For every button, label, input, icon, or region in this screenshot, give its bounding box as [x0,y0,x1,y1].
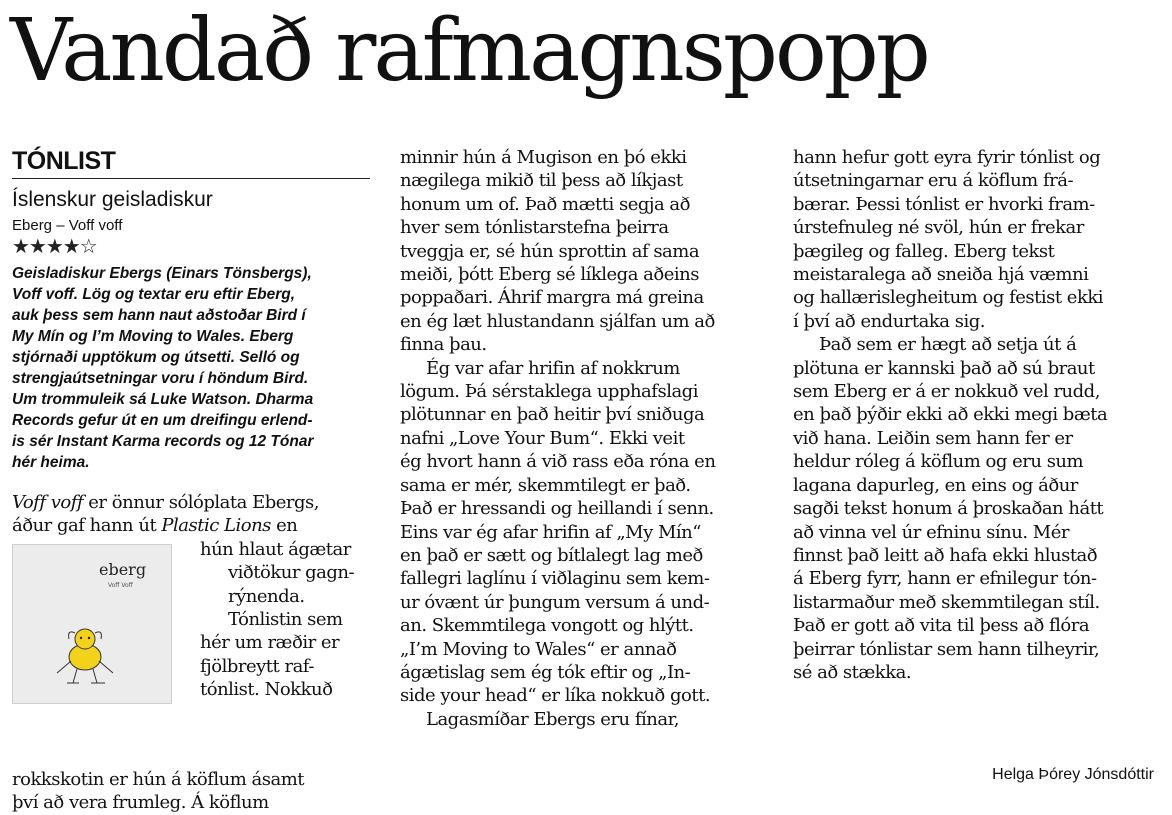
text-line: þeirrar tónlistar sem hann tilheyrir, [793,638,1100,660]
text-line: að vinna vel úr efninu sínu. Mér [793,521,1069,543]
column-1-tail [12,768,370,815]
section-label: TÓNLIST [12,146,370,179]
text-line: minnir hún á Mugison en þó ekki [400,147,687,168]
text-line: Records gefur út en um dreifingu erlend- [12,412,313,429]
text-line: ur óvænt úr þungum versum á und- [400,591,710,613]
text-line: listarmaður með skemmtilegan stíl. [793,591,1100,613]
text-line: þægileg og falleg. Eberg tekst [793,240,1055,262]
text-line: Um trommuleik sá Luke Watson. Dharma [12,391,314,408]
text-line: og hallærislegheitum og festist ekki [793,287,1104,309]
album-line: Eberg – Voff voff [12,217,123,234]
text-line: en það er sætt og bítlalegt lag með [400,544,703,566]
text-line: rokkskotin er hún á köflum ásamt [12,768,305,790]
text-line: hver sem tónlistarstefna þeirra [400,217,669,239]
text-line: lögum. Þá sérstaklega upphafslagi [400,381,698,403]
text-line: side your head“ er líka nokkuð gott. [400,685,711,707]
intro-line-2: áður gaf hann út Plastic Lions en [12,515,298,537]
text-line: an. Skemmtilega vongott og hlýtt. [400,615,694,637]
text-line: ég hvort hann á við rass eða róna en [400,451,716,473]
text-line: viðtökur gagn- [228,562,355,584]
text-line: hann hefur gott eyra fyrir tónlist og [793,147,1101,168]
text-line: á Eberg fyrr, hann er efnilegur tón- [793,568,1097,590]
cover-artist-text: eberg [99,559,147,579]
text-line: heldur róleg á köflum og eru sum [793,451,1084,473]
text-line: strengjaútsetningar voru í höndum Bird. [12,370,309,387]
text-line: við hana. Leiðin sem hann fer er [793,427,1073,449]
text-line: „I’m Moving to Wales“ er annað [400,638,677,660]
cover-wrap-area [12,538,370,768]
text-line: Eins var ég afar hrifin af „My Mín“ [400,521,701,543]
text-line: Voff voff. Lög og textar eru eftir Eberg, [12,286,296,303]
text-line: Það er gott að vita til þess að flóra [793,615,1090,637]
text-line: finnst það leitt að hafa ekki hlustað [793,544,1098,566]
text-line: en ég læt hlustandann sjálfan um að [400,310,715,332]
text-line: Það sem er hægt að setja út á [819,334,1077,356]
text-line: nafni „Love Your Bum“. Ekki veit [400,427,685,449]
text-line: Tónlistin sem [228,609,343,631]
text-line: poppaðari. Áhrif margra má greina [400,287,704,309]
cover-wrap-text [200,538,372,702]
text-line: Lagasmíðar Ebergs eru fínar, [426,708,679,730]
album-cover-image [12,544,172,704]
text-line: ágætislag sem ég tók eftir og „In- [400,661,691,683]
text-line: meiði, þótt Eberg sé líklega aðeins [400,264,699,286]
text-line: stjórnaði upptökum og útsetti. Selló og [12,349,300,366]
text-line: plötuna er kannski það að sú braut [793,357,1095,379]
star-rating: ★★★★☆ [12,234,97,258]
credits-block [12,263,370,473]
text-line: hún hlaut ágætar [200,538,351,560]
text-line: tveggja er, sé hún sprottin af sama [400,240,700,262]
text-line: plötunnar en það heitir því sniðuga [400,404,705,426]
column-2 [400,146,762,731]
text-line: nægilega mikið til þess að líkjast [400,170,683,192]
text-line: í því að endurtaka sig. [793,310,985,332]
text-line: sé að stækka. [793,661,912,683]
text-line: sagði tekst honum á þroskaðan hátt [793,498,1104,520]
text-line: úrstefnuleg né svöl, hún er frekar [793,217,1084,239]
text-line: lagana dapurleg, en eins og áður [793,474,1078,496]
cover-subtitle-text: Voff Voff [108,581,133,589]
intro-paragraph [12,491,370,538]
album-cover-illustration [13,545,171,703]
text-line: hér um ræðir er [200,632,340,654]
text-line: My Mín og I’m Moving to Wales. Eberg [12,328,294,345]
column-3 [793,146,1155,684]
text-line: bærar. Þessi tónlist er hvorki fram- [793,193,1095,215]
byline: Helga Þórey Jónsdóttir [992,766,1154,783]
text-line: finna þau. [400,334,487,356]
text-line: is sér Instant Karma records og 12 Tónar [12,433,314,450]
text-line: tónlist. Nokkuð [200,679,333,701]
column-1 [12,146,370,815]
text-line: sama er mér, skemmtilegt er það. [400,474,691,496]
text-line: honum um of. Það mætti segja að [400,193,690,215]
text-line: Ég var afar hrifin af nokkrum [426,357,680,379]
text-line: rýnenda. [228,585,305,607]
text-line: sem Eberg er á er nokkuð vel rudd, [793,381,1100,403]
headline: Vandað rafmagnspopp [10,1,928,101]
text-line: auk þess sem hann naut aðstoðar Bird í [12,307,306,324]
text-line: útsetningarnar eru á köflum frá- [793,170,1074,192]
text-line: því að vera frumleg. Á köflum [12,792,269,814]
intro-line-1: Voff voff er önnur sólóplata Ebergs, [12,492,319,513]
text-line: fjölbreytt raf- [200,655,314,677]
text-line: meistaralega að sneiða hjá væmni [793,264,1089,286]
subhead: Íslenskur geisladiskur [12,188,213,211]
text-line: Geisladiskur Ebergs (Einars Tönsbergs), [12,265,312,282]
text-line: hér heima. [12,454,90,471]
text-line: en það þýðir ekki að ekki megi bæta [793,404,1108,426]
text-line: Það er hressandi og heillandi í senn. [400,498,714,520]
text-line: fallegri laglínu í viðlaginu sem kem- [400,568,710,590]
